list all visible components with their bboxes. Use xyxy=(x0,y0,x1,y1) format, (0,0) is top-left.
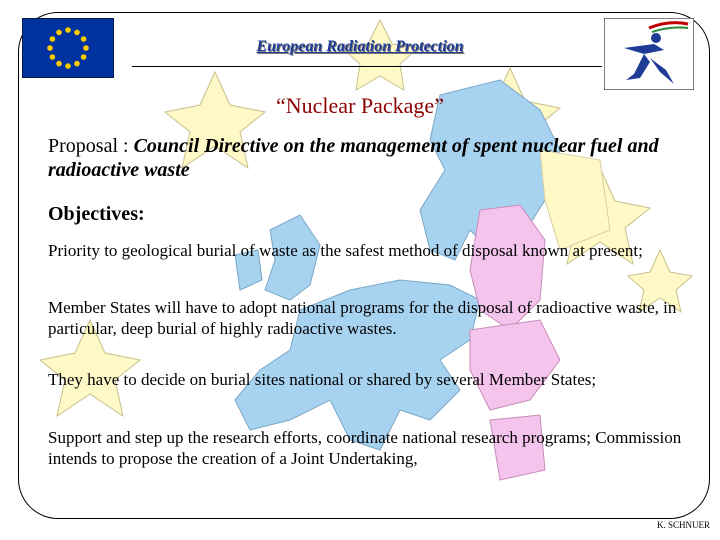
objective-paragraph: Priority to geological burial of waste as the safest method of disposal known at present; xyxy=(48,241,643,260)
author-credit: K. SCHNUER xyxy=(656,520,710,530)
header-divider xyxy=(132,66,602,67)
proposal-emphasis: Council Directive on the management of spent nuclear fuel and radioactive waste xyxy=(48,135,659,181)
objective-paragraph: Support and step up the research efforts, coordinate national research programs; Commission intends to propose the creation of a Joint Undertaking, xyxy=(48,428,682,468)
objectives-heading: Objectives: xyxy=(48,203,145,225)
header-title: European Radiation Protection xyxy=(256,38,464,55)
proposal-prefix: Proposal : xyxy=(48,135,134,157)
slide-subtitle: “Nuclear Package” xyxy=(276,93,444,118)
proposal-text xyxy=(48,134,668,182)
objective-paragraph: Member States will have to adopt national programs for the disposal of radioactive waste, in particular, deep burial of highly radioactive wastes. xyxy=(48,298,677,338)
objective-paragraph: They have to decide on burial sites national or shared by several Member States; xyxy=(48,370,597,389)
